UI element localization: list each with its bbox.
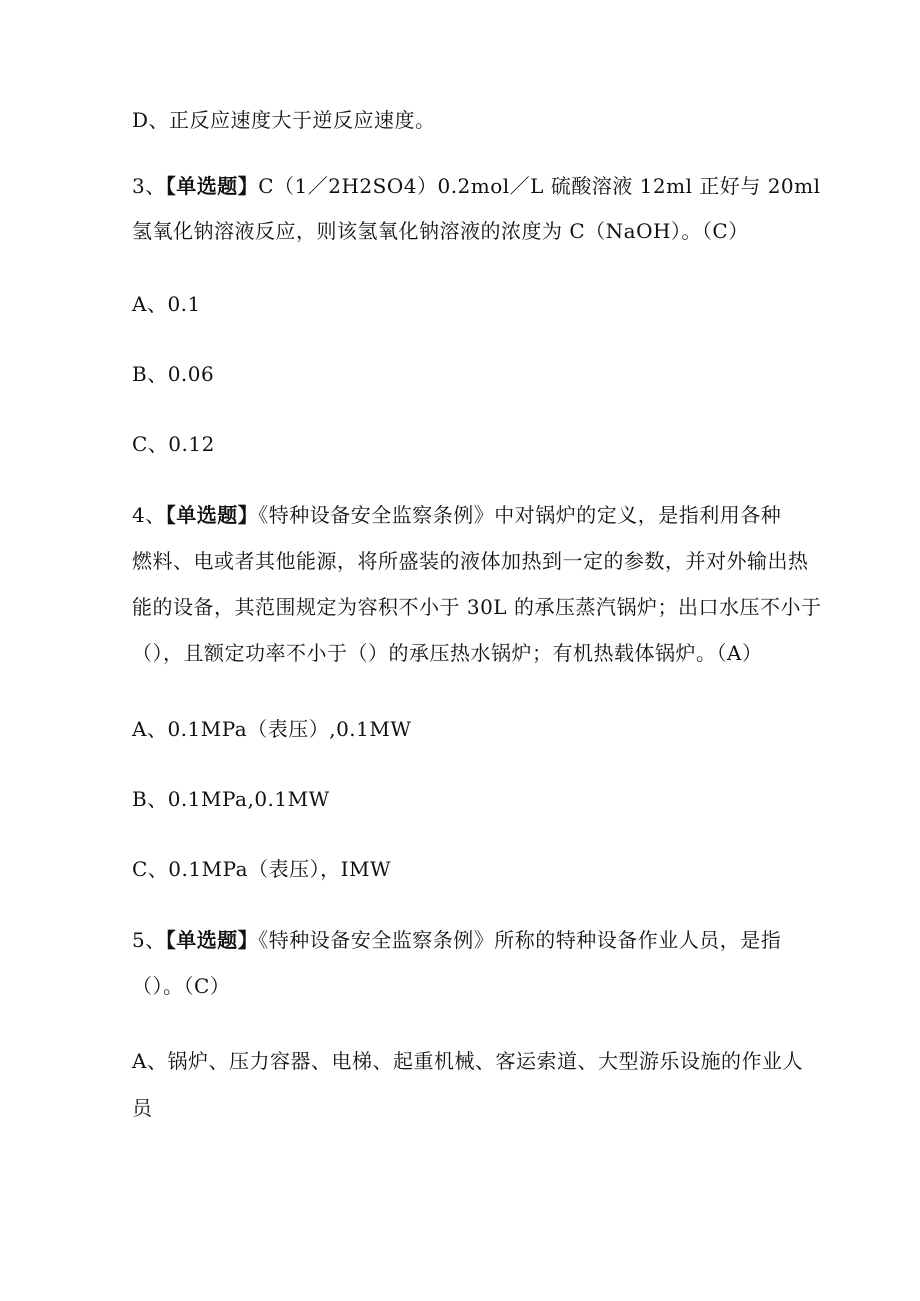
question-5-type-label: 【单选题】 bbox=[165, 928, 259, 952]
question-5-text-start: 《特种设备安全监察条例》所称的特种设备作业人员，是指 bbox=[258, 928, 782, 952]
question-5-line-1 bbox=[132, 928, 781, 952]
question-5-line-2: （）。（C） bbox=[132, 974, 231, 998]
question-4-text-start: 《特种设备安全监察条例》中对锅炉的定义，是指利用各种 bbox=[258, 503, 782, 527]
question-5-number: 5、 bbox=[132, 928, 166, 952]
question-4-line-2: 燃料、电或者其他能源，将所盛装的液体加热到一定的参数，并对外输出热 bbox=[132, 549, 809, 573]
question-5-option-a-line-1: A、锅炉、压力容器、电梯、起重机械、客运索道、大型游乐设施的作业人 bbox=[132, 1049, 803, 1073]
question-3-option-b: B、0.06 bbox=[132, 362, 215, 386]
question-4-option-c: C、0.1MPa（表压），IMW bbox=[132, 857, 392, 881]
question-3-option-a: A、0.1 bbox=[132, 292, 201, 316]
prev-question-option-d: D、正反应速度大于逆反应速度。 bbox=[132, 108, 436, 132]
question-3-line-2: 氢氧化钠溶液反应，则该氢氧化钠溶液的浓度为 C（NaOH）。（C） bbox=[132, 219, 749, 243]
question-3-type-label: 【单选题】 bbox=[165, 174, 259, 198]
question-4-type-label: 【单选题】 bbox=[165, 503, 259, 527]
question-4-number: 4、 bbox=[132, 503, 166, 527]
question-3-number: 3、 bbox=[132, 174, 166, 198]
question-4-option-a: A、0.1MPa（表压）,0.1MW bbox=[132, 717, 412, 741]
question-3-option-c: C、0.12 bbox=[132, 432, 215, 456]
question-5-option-a-line-2: 员 bbox=[132, 1096, 153, 1120]
question-4-option-b: B、0.1MPa,0.1MW bbox=[132, 787, 330, 811]
question-4-line-3: 能的设备，其范围规定为容积不小于 30L 的承压蒸汽锅炉；出口水压不小于 bbox=[132, 595, 822, 619]
question-3-line-1 bbox=[132, 174, 821, 198]
question-4-line-4: （），且额定功率不小于（）的承压热水锅炉；有机热载体锅炉。（A） bbox=[132, 641, 763, 665]
question-3-text-start: C（1／2H2SO4）0.2mol／L 硫酸溶液 12ml 正好与 20ml bbox=[258, 174, 821, 198]
question-4-line-1 bbox=[132, 503, 781, 527]
